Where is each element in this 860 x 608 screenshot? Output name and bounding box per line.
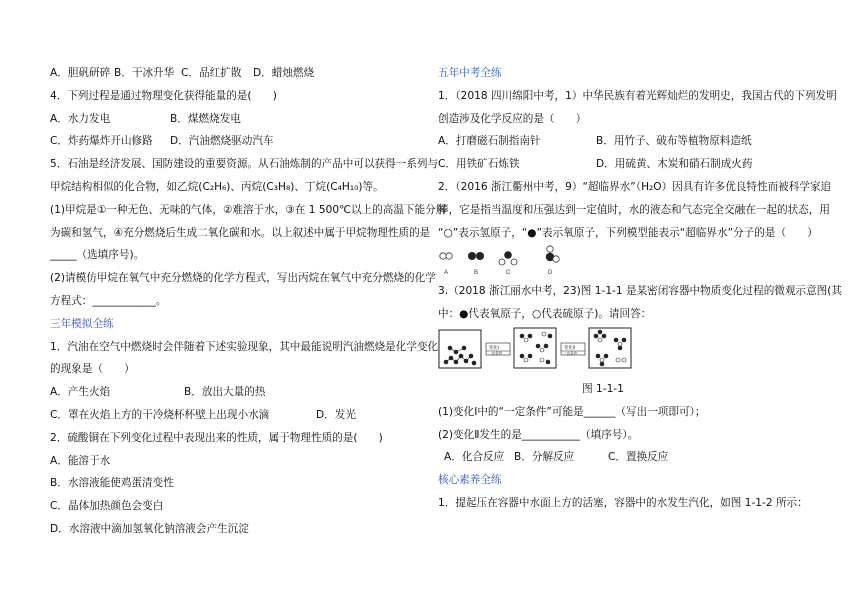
option-b: B．煤燃烧发电 <box>170 112 241 125</box>
exam-q1-options-row1 <box>438 130 828 153</box>
exam-q1-line2: 创造涉及化学反应的是（ ） <box>438 112 587 125</box>
question-4: 4．下列过程是通过物理变化获得能量的是( ) <box>50 89 277 102</box>
q5-part1-line1: (1)甲烷是①一种无色、无味的气体，②难溶于水，③在 1 500℃以上的高温下能分解 <box>50 203 447 216</box>
option-c: C．置换反应 <box>608 451 669 464</box>
option-c: C．用铁矿石炼铁 <box>438 158 520 171</box>
mock-q1-options-row2 <box>50 404 410 427</box>
exam-q2-line3: “○”表示氢原子，“●”表示氧原子，下列模型能表示“超临界水”分子的是（ ） <box>438 226 818 239</box>
q4-options-row1 <box>50 108 410 131</box>
option-d: D．汽油燃烧驱动汽车 <box>170 135 274 148</box>
option-c: C．罩在火焰上方的干冷烧杯杯壁上出现小水滴 <box>50 408 270 421</box>
option-a: A．打磨磁石制指南针 <box>438 135 541 148</box>
model-a <box>440 253 452 276</box>
arrow-2-condition: 一定条件 <box>563 351 578 356</box>
option-a: A．水力发电 <box>50 112 111 125</box>
arrow-1-condition: 一定条件 <box>488 351 503 356</box>
option-b: B．用竹子、破布等植物原料造纸 <box>596 135 752 148</box>
q4-options-row2 <box>50 130 410 153</box>
mock-q1-options-row1 <box>50 381 410 404</box>
option-d: D．发光 <box>316 408 356 421</box>
model-d <box>546 246 559 276</box>
model-d-label: D <box>548 270 553 277</box>
option-a: A．胆矾研碎 <box>50 67 111 79</box>
arrow-1-label: 变化Ⅰ <box>489 344 500 350</box>
arrow-2-label: 变化Ⅱ <box>564 344 576 350</box>
model-c <box>499 252 517 277</box>
model-b-label: B <box>474 270 479 277</box>
mock-q2-option-c: C．晶体加热颜色会变白 <box>50 500 164 513</box>
mock-q2: 2．硫酸铜在下列变化过程中表现出来的性质，属于物理性质的是( ) <box>50 431 383 444</box>
q5-part1-line3: _____（选填序号)。 <box>50 249 145 262</box>
section-heading-core: 核心素养全练 <box>438 474 502 487</box>
figure-1-1-1 <box>438 326 828 378</box>
model-b <box>468 252 484 276</box>
exam-q2-line1: 2．（2016 浙江衢州中考，9）“超临界水”（H₂O）因具有许多优良特性而被科学家追 <box>438 180 832 193</box>
option-b: B．干冰升华 <box>114 67 175 79</box>
question-5-line1: 5．石油是经济发展、国防建设的重要资源。从石油炼制的产品中可以获得一系列与 <box>50 158 439 171</box>
option-b: B．放出大量的热 <box>184 386 266 399</box>
section-heading-exam: 五年中考全练 <box>438 67 502 79</box>
q5-part2-line2: 方程式：____________。 <box>50 294 167 307</box>
option-c: C．品红扩散 <box>181 67 242 79</box>
figure-caption: 图 1-1-1 <box>582 382 624 395</box>
option-d: D．蜡烛燃烧 <box>253 67 315 79</box>
exam-q3-options <box>438 446 828 469</box>
exam-q3-line1: 3.（2018 浙江丽水中考，23)图 1-1-1 是某密闭容器中物质变化过程的微观示意图(其 <box>438 285 842 298</box>
core-q1: 1．提起压在容器中水面上方的活塞，容器中的水发生汽化，如图 1-1-2 所示： <box>438 496 808 509</box>
mock-q1-line2: 的现象是（ ） <box>50 363 135 376</box>
q5-part2-line1: (2)请模仿甲烷在氧气中充分燃烧的化学方程式，写出丙烷在氧气中充分燃烧的化学 <box>50 272 436 285</box>
molecule-models-figure <box>438 244 578 280</box>
option-d: D．用硫黄、木炭和硝石制成火药 <box>596 158 753 171</box>
option-c: C．炸药爆炸开山修路 <box>50 135 153 148</box>
question-5-line2: 甲烷结构相似的化合物，如乙烷(C₂H₆)、丙烷(C₃H₈)、丁烷(C₄H₁₀)等。 <box>50 180 384 193</box>
model-c-label: C <box>506 270 511 277</box>
q5-part1-line2: 为碳和氢气，④充分燃烧后生成二氧化碳和水。以上叙述中属于甲烷物理性质的是 <box>50 226 431 239</box>
q3-options <box>50 62 410 85</box>
molecule-models <box>438 244 828 280</box>
exam-q2-line2: 捧，它是指当温度和压强达到一定值时，水的液态和气态完全交融在一起的状态，用 <box>438 203 830 216</box>
mock-q1-line1: 1．汽油在空气中燃烧时会伴随着下述实验现象，其中最能说明汽油燃烧是化学变化 <box>50 340 439 353</box>
model-a-label: A <box>444 270 449 277</box>
mock-q2-option-b: B．水溶液能使鸡蛋清变性 <box>50 477 174 490</box>
option-b: B．分解反应 <box>514 451 575 464</box>
section-heading-mock: 三年模拟全练 <box>50 317 114 330</box>
exam-q1-options-row2 <box>438 153 828 176</box>
mock-q2-option-a: A．能溶于水 <box>50 454 111 467</box>
left-column <box>50 62 447 541</box>
reaction-diagram <box>438 326 638 376</box>
mock-q2-option-d: D．水溶液中滴加氢氧化钠溶液会产生沉淀 <box>50 522 249 535</box>
exam-q3-line2: 中：●代表氧原子，○代表硫原子)。请回答： <box>438 308 652 321</box>
option-a: A．产生火焰 <box>50 386 111 399</box>
exam-q3-part2: (2)变化Ⅱ发生的是___________（填序号）。 <box>438 428 639 441</box>
exam-q1-line1: 1．（2018 四川绵阳中考，1）中华民族有着光辉灿烂的发明史，我国古代的下列发明 <box>438 89 837 102</box>
exam-q3-part1: (1)变化Ⅰ中的“一定条件”可能是______（写出一项即可）； <box>438 405 706 418</box>
option-a: A．化合反应 <box>444 451 505 464</box>
right-column <box>438 62 842 515</box>
